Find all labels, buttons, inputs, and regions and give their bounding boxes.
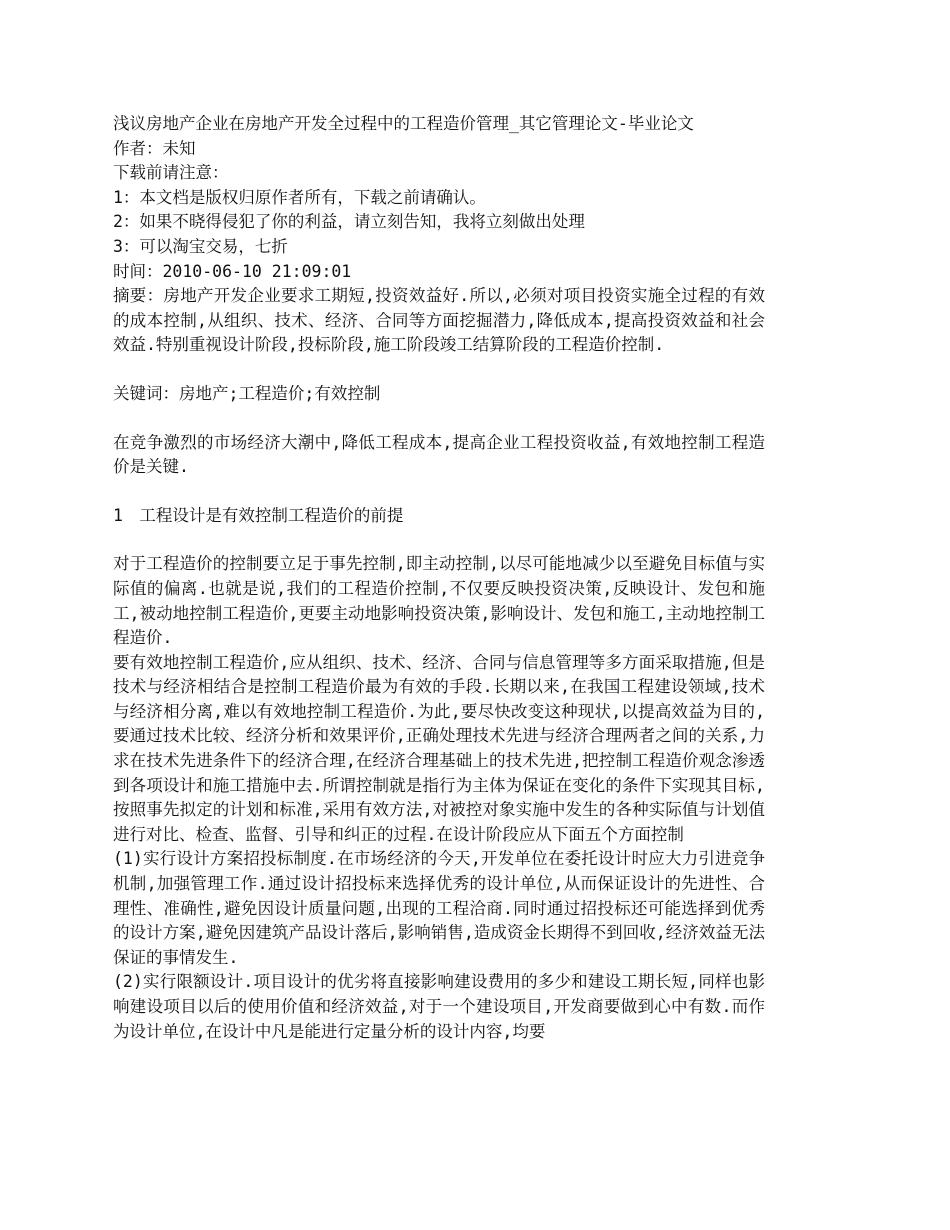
body-paragraph-4: (2)实行限额设计.项目设计的优劣将直接影响建设费用的多少和建设工期长短,同样也影响建设项目以后的使用价值和经济效益,对于一个建设项目,开发商要做到心中有数.而作为设计单位,在设计中凡是能进行定量分析的设计内容,均要 — [113, 972, 765, 1041]
body-paragraph-1: 对于工程造价的控制要立足于事先控制,即主动控制,以尽可能地减少以至避免目标值与实际值的偏离.也就是说,我们的工程造价控制,不仅要反映投资决策,反映设计、发包和施工,被动地控制工程造价,更要主动地影响投资决策,影响设计、发包和施工,主动地控制工程造价. — [113, 554, 765, 648]
abstract-paragraph: 摘要：房地产开发企业要求工期短,投资效益好.所以,必须对项目投资实施全过程的有效的成本控制,从组织、技术、经济、合同等方面挖掘潜力,降低成本,提高投资效益和社会效益.特别重视设计阶段,投标阶段,施工阶段竣工结算阶段的工程造价控制. — [113, 286, 765, 355]
publish-time: 时间：2010-06-10 21:09:01 — [113, 261, 352, 281]
notice-heading: 下载前请注意： — [113, 163, 229, 183]
notice-item-2: 2：如果不晓得侵犯了你的利益，请立刻告知，我将立刻做出处理 — [113, 212, 585, 232]
notice-item-1: 1：本文档是版权归原作者所有，下载之前请确认。 — [113, 187, 486, 207]
intro-paragraph: 在竞争激烈的市场经济大潮中,降低工程成本,提高企业工程投资收益,有效地控制工程造价是关键. — [113, 432, 765, 477]
body-paragraph-3: (1)实行设计方案招投标制度.在市场经济的今天,开发单位在委托设计时应大力引进竞争机制,加强管理工作.通过设计招投标来选择优秀的设计单位,从而保证设计的先进性、合理性、准确性,避免因设计质量问题,出现的工程洽商.同时通过招投标还可能选择到优秀的设计方案,避免因建筑产品设计落后,影响销售,造成资金长期得不到回收,经济效益无法保证的事情发生. — [113, 849, 765, 967]
author-line: 作者：未知 — [113, 138, 196, 158]
notice-item-3: 3：可以淘宝交易，七折 — [113, 236, 288, 256]
section-1-heading: 1 工程设计是有效控制工程造价的前提 — [113, 505, 404, 525]
body-paragraph-2: 要有效地控制工程造价,应从组织、技术、经济、合同与信息管理等多方面采取措施,但是技术与经济相结合是控制工程造价最为有效的手段.长期以来,在我国工程建设领域,技术与经济相分离,难以有效地控制工程造价.为此,要尽快改变这种现状,以提高效益为目的,要通过技术比较、经济分析和效果评价,正确处理技术先进与经济合理两者之间的关系,力求在技术先进条件下的经济合理,在经济合理基础上的技术先进,把控制工程造价观念渗透到各项设计和施工措施中去.所谓控制就是指行为主体为保证在变化的条件下实现其目标,按照事先拟定的计划和标准,采用有效方法,对被控对象实施中发生的各种实际值与计划值进行对比、检查、监督、引导和纠正的过程.在设计阶段应从下面五个方面控制 — [113, 652, 765, 844]
document-page — [113, 112, 765, 1044]
keywords-line: 关键词：房地产;工程造价;有效控制 — [113, 383, 381, 403]
document-title: 浅议房地产企业在房地产开发全过程中的工程造价管理_其它管理论文-毕业论文 — [113, 114, 694, 133]
